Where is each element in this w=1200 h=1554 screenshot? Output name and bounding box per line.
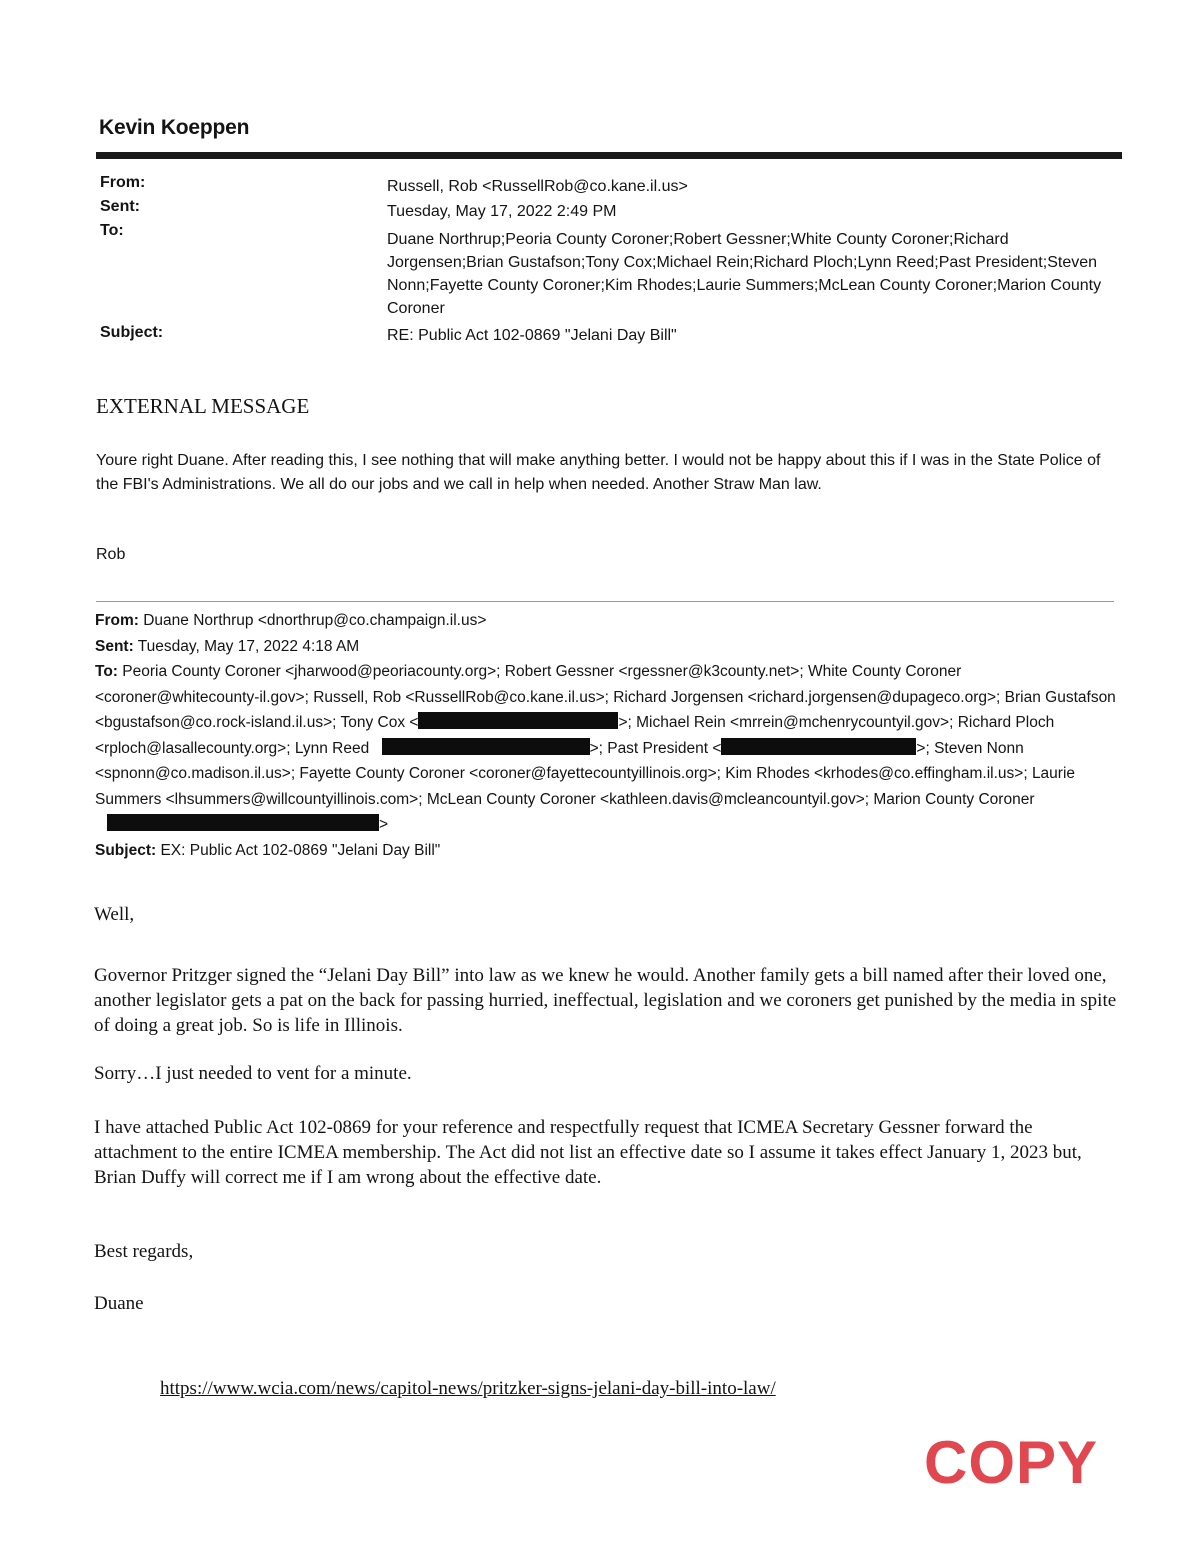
orig-to-line: To: Peoria County Coroner <jharwood@peoriacounty.org>; Robert Gessner <rgessner@k3county.net>; White County Coroner <coroner@whitecounty-il.gov>; Russell, Rob <RussellRob@co.kane.il.us>; Richard Jorgensen <richard.jorgensen@dupageco.org>; Brian Gustafson <bgustafson@co.rock-island.il.us>; Tony Cox < >; Michael Rein <mrrein@mchenrycountyil.gov>; Richard Ploch <rploch@lasallecounty.org>; Lynn Reed >; Past President < >; Steven Nonn <spnonn@co.madison.il.us>; Fayette County Coroner <coroner@fayettecountyillinois.org>; Kim Rhodes <krhodes@co.effingham.il.us>; Laurie Summers <lhsummers@willcountyillinois.com>; McLean County Coroner <kathleen.davis@mcleancountyil.gov>; Marion County Coroner >	[95, 663, 1116, 833]
orig-to-part-4: >; Past President	[589, 739, 709, 757]
reply-body: Youre right Duane. After reading this, I see nothing that will make anything better. I would not be happy about this if I was in the State Police of the FBI's Administrations. We all do our jobs and we call in help when needed. Another Straw Man law.	[96, 452, 1101, 493]
orig-subject-value: EX: Public Act 102-0869 "Jelani Day Bill"	[160, 841, 441, 859]
to-label: To:	[100, 222, 124, 239]
reply-signature: Rob	[96, 546, 126, 563]
signature: Duane	[94, 1293, 144, 1314]
body-paragraph: Sorry…I just needed to vent for a minute.	[94, 1063, 412, 1084]
original-email-header	[95, 608, 1125, 863]
sent-value: Tuesday, May 17, 2022 2:49 PM	[387, 203, 617, 220]
orig-subject-line	[95, 838, 1125, 864]
redaction-bar	[107, 814, 379, 831]
orig-sent-value: Tuesday, May 17, 2022 4:18 AM	[137, 637, 360, 655]
orig-subject-label: Subject:	[95, 841, 157, 859]
subject-label: Subject:	[100, 324, 164, 341]
orig-from-value: Duane Northrup <dnorthrup@co.champaign.il.us>	[143, 612, 487, 629]
message-divider	[96, 601, 1114, 602]
subject-value: RE: Public Act 102-0869 "Jelani Day Bill"	[387, 327, 677, 344]
greeting: Well,	[94, 904, 135, 925]
redaction-bar	[418, 712, 618, 729]
sent-label: Sent:	[100, 198, 140, 215]
article-link[interactable]: https://www.wcia.com/news/capitol-news/pritzker-signs-jelani-day-bill-into-law/	[160, 1378, 776, 1399]
body-paragraph: Governor Pritzger signed the “Jelani Day Bill” into law as we knew he would. Another family gets a bill named after their loved one, another legislator gets a pat on the back for passing hurried, ineffectual, legislation and we coroners get punished by the media in spite of doing a great job. So is life in Illinois.	[94, 965, 1117, 1036]
orig-to-part-2: >; Michael Rein <mrrein@mchenrycountyil.gov>; Richard Ploch <rploch@lasallecounty.org>;	[95, 714, 1055, 757]
body-paragraph: I have attached Public Act 102-0869 for your reference and respectfully request that ICMEA Secretary Gessner forward the attachment to the entire ICMEA membership. The Act did not list an effective date so I assume it takes effect January 1, 2023 but, Brian Duffy will correct me if I am wrong about the effective date.	[94, 1117, 1082, 1188]
orig-sent-line	[95, 634, 1125, 660]
from-value: Russell, Rob <RussellRob@co.kane.il.us>	[387, 178, 688, 195]
orig-to-part-1: Peoria County Coroner <jharwood@peoriacounty.org>; Robert Gessner <rgessner@k3county.net>; White County Coroner <coroner@whitecounty-il.gov>; Russell, Rob <RussellRob@co.kane.il.us>; Richard Jorgensen <richard.jorgensen@dupageco.org>; Brian Gustafson <bgustafson@co.rock-island.il.us>; Tony Cox	[95, 663, 1116, 731]
header-divider	[96, 152, 1122, 159]
orig-to-label: To:	[95, 663, 118, 680]
orig-sent-label: Sent:	[95, 637, 134, 655]
orig-from-line	[95, 608, 1125, 634]
orig-to-part-5: >; Steven Nonn <spnonn@co.madison.il.us>; Fayette County Coroner <coroner@fayettecountyillinois.org>; Kim Rhodes <krhodes@co.effingham.il.us>; Laurie Summers <lhsummers@willcountyillinois.com>; McLean County Coroner <kathleen.davis@mcleancountyil.gov>; Marion County Coroner	[95, 739, 1076, 808]
copy-stamp: COPY	[924, 1429, 1099, 1496]
redaction-bar	[721, 738, 916, 755]
external-message-banner: EXTERNAL MESSAGE	[96, 394, 310, 418]
redaction-bar	[382, 738, 590, 755]
printed-by-name: Kevin Koeppen	[99, 116, 250, 139]
orig-from-label: From:	[95, 612, 139, 629]
closing: Best regards,	[94, 1241, 194, 1262]
to-value: Duane Northrup;Peoria County Coroner;Robert Gessner;White County Coroner;Richard Jorgensen;Brian Gustafson;Tony Cox;Michael Rein;Richard Ploch;Lynn Reed;Past President;Steven Nonn;Fayette County Coroner;Kim Rhodes;Laurie Summers;McLean County Coroner;Marion County Coroner	[387, 231, 1102, 317]
from-label: From:	[100, 174, 146, 191]
orig-to-part-3: Lynn Reed	[294, 739, 370, 757]
